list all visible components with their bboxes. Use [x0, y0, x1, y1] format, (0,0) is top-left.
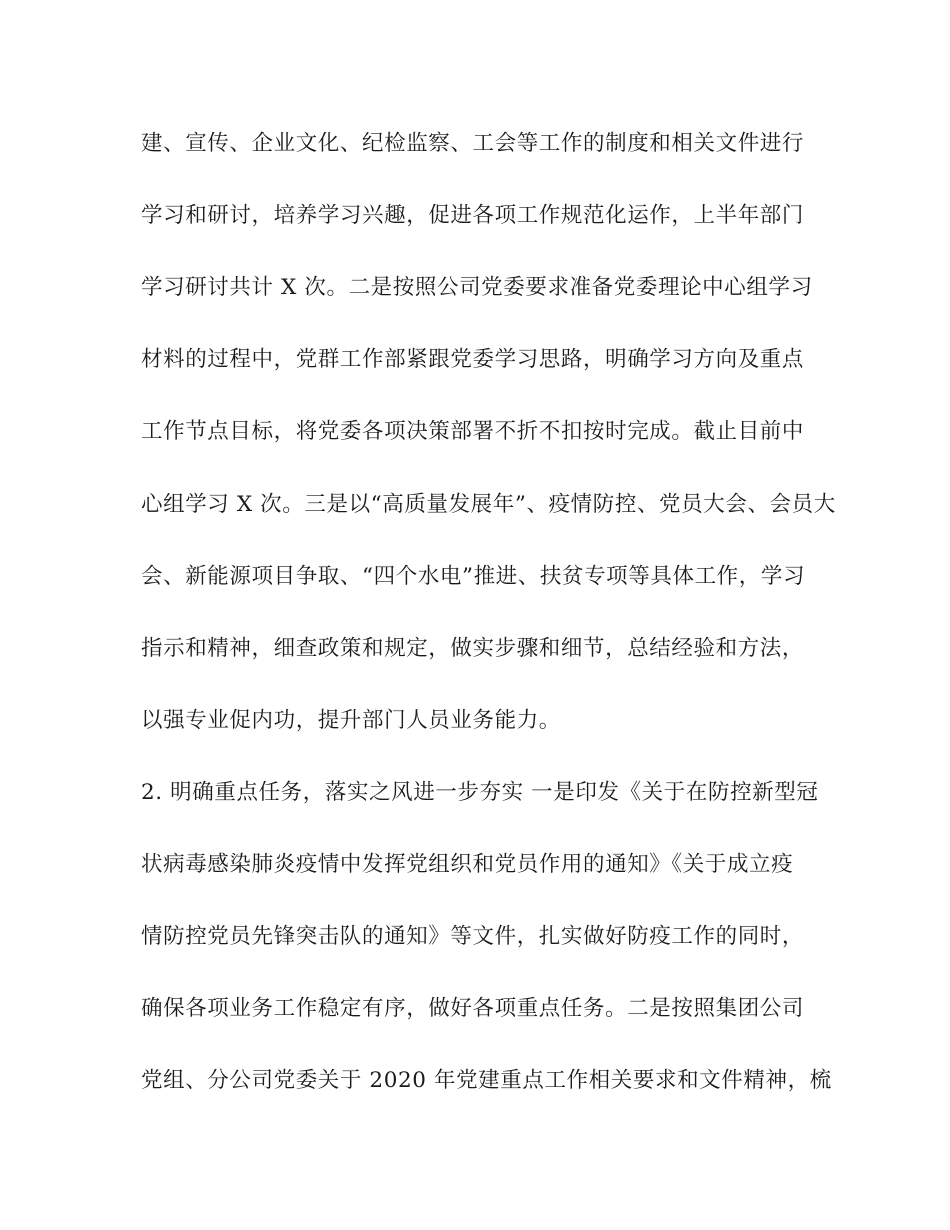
text-line-1: 建、宣传、企业文化、纪检监察、工会等工作的制度和相关文件进行 — [141, 131, 805, 156]
text-line-2: 学习和研讨，培养学习兴趣，促进各项工作规范化运作，上半年部门 — [141, 203, 805, 228]
text-line-12: 情防控党员先锋突击队的通知》等文件，扎实做好防疫工作的同时， — [141, 924, 805, 949]
text-line-3: 学习研讨共计 X 次。二是按照公司党委要求准备党委理论中心组学习 — [141, 275, 813, 300]
text-line-6: 心组学习 X 次。三是以“高质量发展年”、疫情防控、党员大会、会员大 — [141, 492, 836, 517]
text-line-4: 材料的过程中，党群工作部紧跟党委学习思路，明确学习方向及重点 — [141, 347, 805, 372]
text-line-9: 以强专业促内功，提升部门人员业务能力。 — [141, 708, 561, 733]
text-line-5: 工作节点目标，将党委各项决策部署不折不扣按时完成。截止目前中 — [141, 419, 805, 444]
text-line-10: 2. 明确重点任务，落实之风进一步夯实 一是印发《关于在防控新型冠 — [141, 780, 819, 805]
text-line-8: 指示和精神，细查政策和规定，做实步骤和细节，总结经验和方法， — [141, 636, 805, 661]
text-line-14: 党组、分公司党委关于 2020 年党建重点工作相关要求和文件精神，梳 — [141, 1068, 832, 1093]
text-line-11: 状病毒感染肺炎疫情中发挥党组织和党员作用的通知》《关于成立疫 — [141, 852, 794, 877]
text-line-13: 确保各项业务工作稳定有序，做好各项重点任务。二是按照集团公司 — [141, 996, 805, 1021]
text-line-7: 会、新能源项目争取、“四个水电”推进、扶贫专项等具体工作，学习 — [141, 564, 806, 589]
